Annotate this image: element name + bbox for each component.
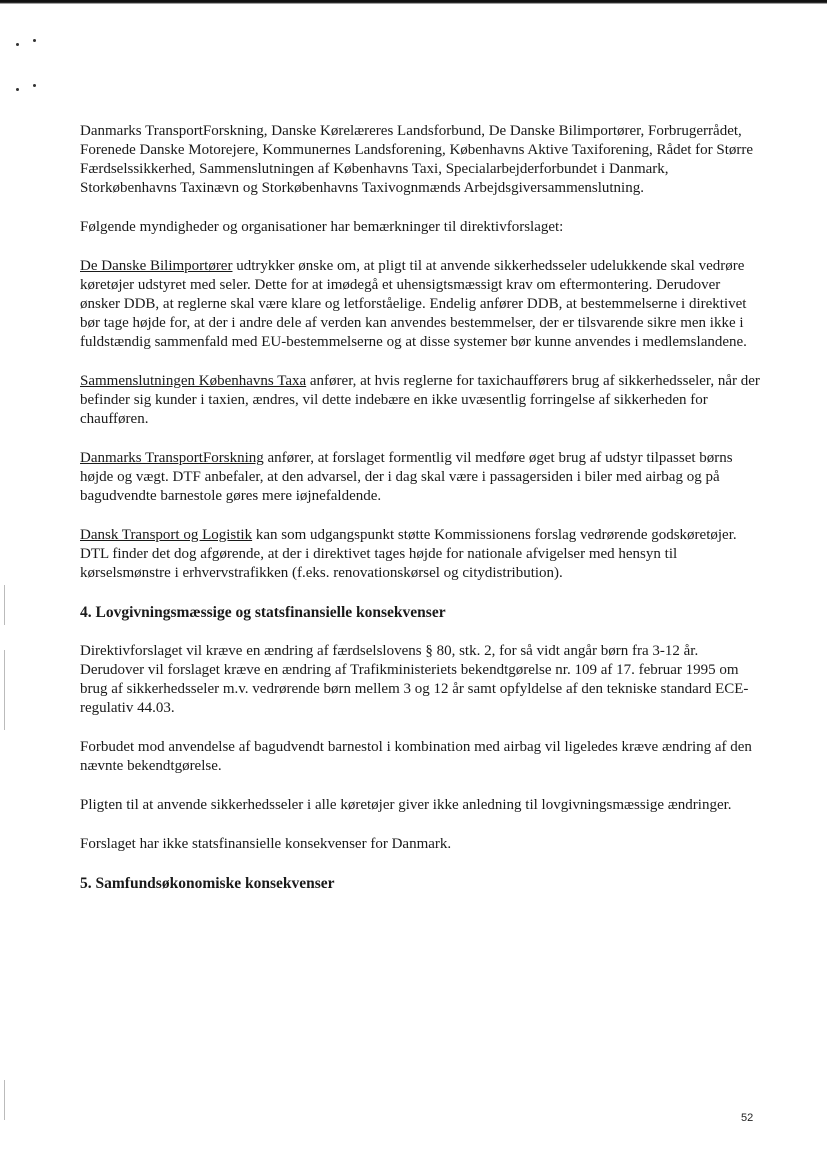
scan-mark bbox=[16, 88, 19, 91]
org-name-underlined: Danmarks TransportForskning bbox=[80, 450, 264, 466]
paragraph-text: udtrykker ønske om, at pligt til at anvende sikkerhedsseler udelukkende skal vedrøre køretøjer udstyret med seler. Dette for at imødegå et uhensigtsmæssigt krav om eftermontering. Derudover ønsker DDB, at reglerne skal være klare og letforståelige. Endelig anfører DDB, at bestemmelserne i direktivet bør tage højde for, at der i andre dele af verden kan anvendes bestemmelser, der er tilsvarende sikre men ikke i fuldstændig sammenfald med EU-bestemmelserne og at disse systemer bør kunne anvendes i medlemslandene. bbox=[80, 258, 747, 350]
paragraph-text: anfører, at hvis reglerne for taxichaufførers brug af sikkerhedsseler, når der befinder sig kunder i taxien, ændres, vil dette indebære en ikke uvæsentlig forringelse af sikkerheden for chaufføren. bbox=[80, 373, 760, 427]
top-scan-rule bbox=[0, 0, 827, 4]
page-number: 52 bbox=[741, 1112, 754, 1124]
scan-mark bbox=[33, 84, 36, 87]
paragraph-airbag-ban: Forbudet mod anvendelse af bagudvendt barnestol i kombination med airbag vil ligeledes kræve ændring af den nævnte bekendtgørelse. bbox=[80, 739, 752, 774]
paragraph-remarks-intro: Følgende myndigheder og organisationer har bemærkninger til direktivforslaget: bbox=[80, 219, 564, 235]
paragraph-ddb bbox=[80, 257, 760, 352]
paragraph-consulted-organisations: Danmarks TransportForskning, Danske Kørelæreres Landsforbund, De Danske Bilimportører, Forbrugerrådet, Forenede Danske Motorejere, Kommunernes Landsforening, Københavns Aktive Taxiforening, Rådet for Større Færdselssikkerhed, Sammenslutningen af Københavns Taxi, Specialarbejderforbundet i Danmark, Storkøbenhavns Taxinævn og Storkøbenhavns Taxivognmænds Arbejdsgiversammenslutning. bbox=[80, 123, 754, 196]
section-heading-5: 5. Samfundsøkonomiske konsekvenser bbox=[80, 875, 335, 892]
org-name-underlined: Sammenslutningen Københavns Taxa bbox=[80, 373, 307, 389]
scan-mark bbox=[16, 43, 19, 46]
org-name-underlined: De Danske Bilimportører bbox=[80, 258, 233, 274]
paragraph-kobenhavns-taxa bbox=[80, 372, 760, 429]
scan-edge-line bbox=[4, 585, 5, 625]
section-heading-4: 4. Lovgivningsmæssige og statsfinansielle konsekvenser bbox=[80, 604, 446, 621]
paragraph-seatbelt-duty: Pligten til at anvende sikkerhedsseler i alle køretøjer giver ikke anledning til lovgivningsmæssige ændringer. bbox=[80, 797, 732, 813]
paragraph-legislation: Direktivforslaget vil kræve en ændring af færdselslovens § 80, stk. 2, for så vidt angår børn fra 3-12 år. Derudover vil forslaget kræve en ændring af Trafikministeriets bekendtgørelse nr. 109 af 17. februar 1995 om brug af sikkerhedsseler m.v. vedrørende børn mellem 3 og 12 år samt opfyldelse af den tekniske standard ECE-regulativ 44.03. bbox=[80, 643, 749, 716]
paragraph-text: anfører, at forslaget formentlig vil medføre øget brug af udstyr tilpasset børns højde og vægt. DTF anbefaler, at den advarsel, der i dag skal være i passagersiden i biler med airbag og på bagudvendte barnestole gøres mere iøjnefaldende. bbox=[80, 450, 733, 504]
document-body bbox=[80, 122, 760, 913]
scan-mark bbox=[33, 39, 36, 42]
paragraph-dtf bbox=[80, 449, 760, 506]
org-name-underlined: Dansk Transport og Logistik bbox=[80, 527, 253, 543]
scan-edge-line bbox=[4, 650, 5, 730]
paragraph-dtl bbox=[80, 526, 760, 583]
scan-edge-line bbox=[4, 1080, 5, 1120]
paragraph-text: kan som udgangspunkt støtte Kommissionens forslag vedrørende godskøretøjer. DTL finder det dog afgørende, at der i direktivet tages højde for nationale afvigelser med hensyn til kørselsmønstre i erhvervstrafikken (f.eks. renovationskørsel og citydistribution). bbox=[80, 527, 737, 581]
paragraph-state-finance: Forslaget har ikke statsfinansielle konsekvenser for Danmark. bbox=[80, 836, 452, 852]
